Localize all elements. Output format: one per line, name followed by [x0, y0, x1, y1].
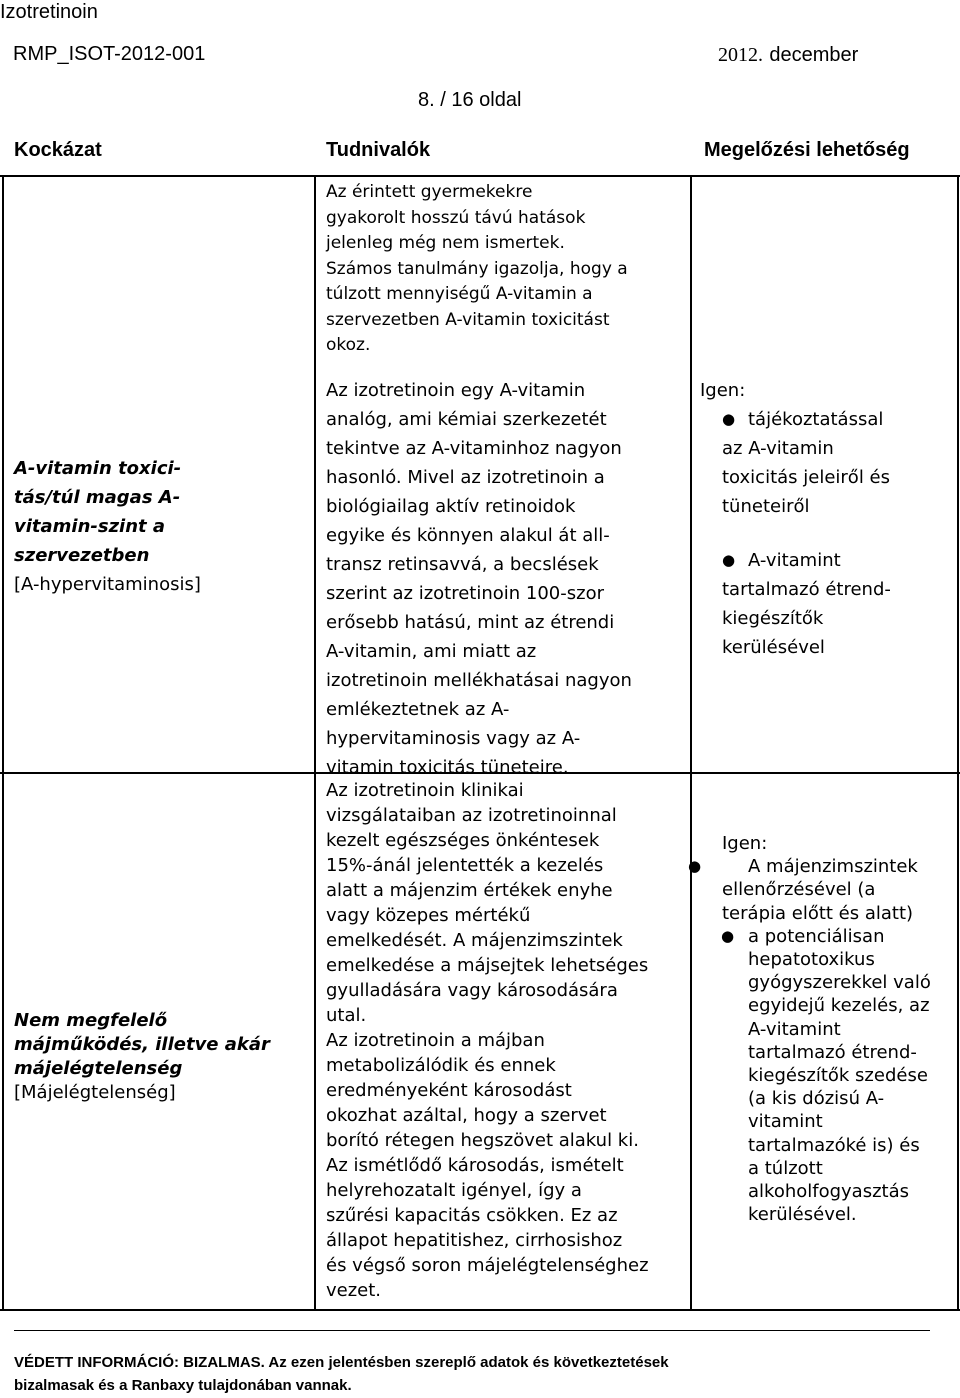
prevention-list	[688, 855, 958, 1226]
column-header-prevention: Megelőzési lehetőség	[704, 139, 910, 161]
risk-name: A-vitamin toxici- tás/túl magas A- vitamin-szint a szervezetben	[14, 458, 182, 566]
bullet-icon: ●	[688, 857, 702, 876]
confidentiality-footer: VÉDETT INFORMÁCIÓ: BIZALMAS. Az ezen jelentésben szereplő adatok és következtetések bizalmasak és a Ranbaxy tulajdonában vannak.	[14, 1354, 669, 1394]
prevention-item	[700, 925, 958, 1227]
document-title: Izotretinoin	[0, 1, 98, 23]
table-border-left	[2, 175, 4, 1311]
document-id: RMP_ISOT-2012-001	[13, 43, 206, 65]
prevention-item-text: A-vitamint tartalmazó étrend- kiegészítők kerülésével	[722, 550, 891, 658]
bullet-icon: ●	[722, 410, 736, 428]
prevention-item-text: A májenzimszintek ellenőrzésével (a terápia előtt és alatt)	[722, 856, 918, 924]
prevention-item-text: tájékoztatással az A-vitamin toxicitás jeleiről és tüneteiről	[722, 409, 890, 517]
table-rule-top	[0, 175, 960, 177]
table-row-1-info-part1: Az érintett gyermekekre gyakorolt hosszú távú hatások jelenleg még nem ismertek. Számos tanulmány igazolja, hogy a túlzott mennyiségű A-vitamin a szervezetben A-vitamin toxicitást okoz.	[326, 182, 628, 355]
table-divider-1	[314, 175, 316, 1311]
date-year: 2012.	[718, 44, 763, 66]
prevention-item	[700, 405, 958, 521]
table-row-2-info: Az izotretinoin klinikai vizsgálataiban az izotretinoinnal kezelt egészséges önkéntesek 15%-ánál jelentették a kezelés alatt a májenzim értékek enyhe vagy közepes mértékű emelkedését. A májenzimszintek emelkedése a májsejtek lehetséges gyulladására vagy károsodására utal. Az izotretinoin a májban metabolizálódik és ennek eredményeként károsodást okozhat azáltal, hogy a szervet borító rétegen hegszövet alakul ki. Az ismétlődő károsodás, ismételt helyrehozatalt igényel, így a szűrési kapacitás csökken. Ez az állapot hepatitishez, cirrhosishoz és végső soron májelégtelenséghez vezet.	[326, 780, 649, 1301]
table-row-1-prevention	[700, 376, 958, 662]
table-rule-bottom	[0, 1309, 960, 1311]
date-month: december	[769, 44, 859, 66]
bullet-icon: ●	[721, 926, 735, 945]
prevention-label: Igen:	[700, 380, 746, 401]
page-number: 8. / 16 oldal	[418, 89, 522, 111]
prevention-label: Igen:	[722, 833, 768, 854]
table-row-1-info-part2: Az izotretinoin egy A-vitamin analóg, ami kémiai szerkezetét tekintve az A-vitaminhoz nagyon hasonló. Mivel az izotretinoin a biológiailag aktív retinoidok egyike és könnyen alakul át all- transz retinsavvá, a becslések szerint az izotretinoin 100-szor erősebb hatású, mint az étrendi A-vitamin, ami miatt az izotretinoin mellékhatásai nagyon emlékeztetnek az A- hypervitaminosis vagy az A- vitamin toxicitás tüneteire.	[326, 380, 632, 778]
document-date	[718, 42, 858, 67]
footer-rule	[14, 1330, 930, 1331]
risk-name: Nem megfelelő májműködés, illetve akár májelégtelenség	[14, 1010, 270, 1079]
prevention-list	[700, 405, 958, 662]
prevention-item	[700, 546, 958, 662]
table-row-2-prevention	[688, 832, 958, 1226]
table-row-1-risk	[14, 454, 314, 599]
column-header-risk: Kockázat	[14, 139, 102, 161]
risk-term: [Májelégtelenség]	[14, 1082, 176, 1103]
prevention-item-text: a potenciálisan hepatotoxikus gyógyszerekkel való egyidejű kezelés, az A-vitamint tartalmazó étrend- kiegészítők szedése (a kis dózisú A- vitamint tartalmazóké is) és a túlzott alkoholfogyasztás kerülésével.	[748, 925, 931, 1226]
table-row-2-risk	[14, 1009, 314, 1105]
risk-term: [A-hypervitaminosis]	[14, 574, 201, 595]
prevention-item	[688, 855, 958, 925]
bullet-icon: ●	[722, 551, 736, 569]
column-header-info: Tudnivalók	[326, 139, 431, 161]
